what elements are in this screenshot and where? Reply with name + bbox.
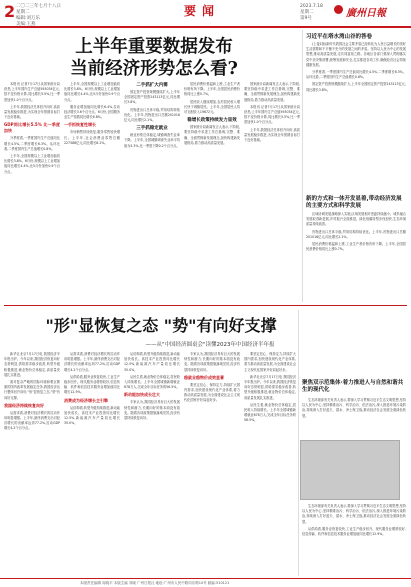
masthead-seal-icon	[334, 5, 343, 14]
article1-col-3: 二手抓扩大内需 固定资产投资规模继续扩大,上半年全国固定资产投资243113亿元,同比增长3.8%。 货物进出口总体平稳,贸易结构持续优化。上半年,货物进出口总额201016亿元,同比增长2.1%。 三手抓稳定就业 就业形势总体稳定,城镇调查失业率下降。上半年,全国城镇调查失业率平均值为5.3%,比一季度下降0.2个百分点。	[124, 83, 180, 148]
left-meta	[16, 4, 61, 28]
subhead-gdp: GDP同比增长5.5% 比一季度加快	[4, 122, 60, 134]
page-footer: 本版责任编辑 周晓平 本版主编 刘晓 广州日报社 地址:广州市人民中路同乐路10号 邮编:510121	[0, 578, 411, 587]
article2-subtitle: ——从"中国经济圆桌会"读懂2023年中国经济半年报	[145, 342, 275, 348]
meta-date: 二〇二三年七月十八日	[16, 4, 61, 9]
a2-subhead-1: 我国经济持续恢复向好	[4, 402, 44, 408]
article2-col-4: 专家认为,我国经济具有巨大的发展韧性和潜力,长期向好的基本面没有改变。随着各项政策措施落地见效,经济有望持续恢复向好。 稳就业稳物价成效显著 要坚定信心、保持定力,持续扩大国内需求,加快建设现代化产业体系,着力推动高质量发展,为全面建设社会主义现代化国家开好局起好步。	[184, 352, 240, 403]
sidebar1-body: (上接1版)新时代我国社会主要矛盾已经转化为人民日益增长的美好生活需要和不平衡不充分的发展之间的矛盾。坚持以人民为中心的发展思想,推动高质量发展,走共同富裕之路。各地区各部门要深入贯彻落实党中央决策部署,统筹发展和安全,扎实推进各项工作,确保经济社会持续健康发展。 分季度看,一季度国内生产总值同比增长4.5%,二季度增长6.3%。从环比看,二季度国内生产总值增长0.8%。 固定资产投资规模继续扩大,上半年全国固定资产投资243113亿元,同比增长3.8%。	[306, 42, 406, 92]
news-photo	[300, 440, 400, 500]
column-divider-2	[298, 310, 299, 576]
sidebar3-body-2: 生态环境部有关负责人表示,要深入学习贯彻习近平生态文明思想,坚持以人民为中心,坚持精准治污、科学治污、依法治污,深入推进环境污染防治,持续深入打好蓝天、碧水、净土保卫战,推动经济社会发展全面绿色转型。 从供给看,服务业恢复较快,工业生产稳步回升。现代服务业增势较好,信息传输、软件和信息技术服务业增加值同比增长12.9%。	[302, 504, 406, 537]
subhead-policy: 稳增长政策持续发力显效	[187, 118, 237, 124]
a2-subhead-4: 稳就业稳物价成效显著	[184, 374, 224, 380]
meta-issue: 第9号	[300, 16, 312, 21]
subhead-employment: 三手抓稳定就业	[136, 126, 168, 132]
masthead-logo: 廣州日報	[346, 8, 386, 19]
sidebar1-title: 习近平在塔水湾山谷的答卷	[306, 34, 373, 40]
article2-headline: "形"显恢复之态 "势"有向好支撑	[45, 316, 277, 335]
meta-date-num: 2023.7.18	[300, 4, 323, 9]
article2-col-1: 新华社北京7月17日电 我国经济半年报出炉。今年以来,我国经济恢复向好态势明显,供给需求稳步改善,转型升级积极推进,就业物价总体稳定,高质量发展扎实推进。 面对复杂严峻的国际环境和艰巨繁重的国内改革发展稳定任务,我国经济运行整体回升向好,"形"显恢复之态,"势"有向好支撑。 我国经济持续恢复向好 从需求看,消费对经济增长的拉动作用明显增强。上半年,最终消费支出对经济增长的贡献率达到77.2%,拉动GDP增长4.2个百分点。	[4, 352, 60, 431]
sidebar3-body: 生态环境部有关负责人表示,要深入学习贯彻习近平生态文明思想,坚持以人民为中心,坚持精准治污、科学治污、依法治污,深入推进环境污染防治,持续深入打好蓝天、碧水、净土保卫战,推动经济社会发展全面绿色转型。	[302, 398, 406, 418]
a2-subhead-2: 消费成为经济增长主引擎	[64, 397, 108, 403]
sidebar3-title: 聚焦双示范集体·着力推进人与自然和谐共生的现代化	[302, 380, 404, 393]
subhead-demand: 二手抓扩大内需	[136, 83, 168, 88]
subhead-recovery: 一手抓恢复性增长	[64, 122, 96, 128]
article2-col-5: 要坚定信心、保持定力,持续扩大国内需求,加快建设现代化产业体系,着力推动高质量发展,为全面建设社会主义现代化国家开好局起好步。 新华社北京7月17日电 我国经济半年报出炉。今年以来,我国经济恢复向好态势明显,供给需求稳步改善,转型升级积极推进,就业物价总体稳定,高质量发展扎实推进。 从民生看,就业物价总体稳定,居民收入持续增长。上半年全国城镇新增就业678万人,完成全年目标任务的56.5%。	[244, 352, 296, 423]
sidebar2-body: 区域协调发展战略深入实施,区域发展相对差距持续缩小。城乡融合发展取得新进展,乡村振兴全面推进。绿色低碳转型步伐加快,生态环境质量持续改善。 货物进出口总体平稳,贸易结构持续优化。上半年,货物进出口总额201016亿元,同比增长2.1%。 居民消费价格温和上涨,工业生产者价格有所下降。上半年,全国居民消费价格同比上涨0.7%。	[306, 212, 406, 252]
article1-col-5: 国家统计局新闻发言人表示,下阶段,要坚持稳中求进工作总基调,完整、准确、全面贯彻新发展理念,加快构建新发展格局,着力推动高质量发展。 本报讯 记者7月17日从国家统计局获悉,上半年国内生产总值593034亿元,按不变价格计算,同比增长5.5%,比一季度加快1.0个百分点。 上半年,我国经济总体回升向好,高质量发展稳步推进,为实现全年预期目标打下良好基础。	[244, 82, 300, 143]
a2-subhead-3: 新动能加快成长壮大	[124, 392, 160, 398]
right-meta	[300, 4, 323, 22]
headline-line1: 上半年重要数据发布	[75, 37, 233, 57]
meta-weekday-r: 星期二	[300, 10, 314, 15]
article1-col-2: 上半年,全国规模以上工业增加值同比增长3.8%。6月份,规模以上工业增加值同比增长4.4%,比5月份加快0.9个百分点。 服务业增加值同比增长6.4%,拉动经济增长3.6个百分点。6月份,全国服务业生产指数同比增长6.8%。 一手抓恢复性增长 市场销售持续恢复,服务零售较快增长。上半年,社会消费品零售总额227588亿元,同比增长8.2%。	[64, 82, 120, 145]
article1-col-4: 居民消费价格温和上涨,工业生产者价格有所下降。上半年,全国居民消费价格同比上涨0.7%。 居民收入继续增加,农村居民收入增长快于城镇居民。上半年,全国居民人均可支配收入19672元。 稳增长政策持续发力显效 国家统计局新闻发言人表示,下阶段,要坚持稳中求进工作总基调,完整、准确、全面贯彻新发展理念,加快构建新发展格局,着力推动高质量发展。	[184, 82, 240, 145]
page-header	[0, 0, 411, 28]
headline-line2: 当前经济形势怎么看?	[70, 59, 238, 79]
article1-col-1: 本报讯 记者7月17日从国家统计局获悉,上半年国内生产总值593034亿元,按不变价格计算,同比增长5.5%,比一季度加快1.0个百分点。 上半年,我国经济总体回升向好,高质量发展稳步推进,为实现全年预期目标打下良好基础。 GDP同比增长5.5% 比一季度加快 分季度看,一季度国内生产总值同比增长4.5%,二季度增长6.3%。从环比看,二季度国内生产总值增长0.8%。 上半年,全国规模以上工业增加值同比增长3.8%。6月份,规模以上工业增加值同比增长4.4%,比5月份加快0.9个百分点。	[4, 82, 60, 174]
meta-weekday: 星期二	[16, 10, 30, 15]
meta-editor: 编辑:刘万乐	[16, 16, 41, 21]
article1-headline	[34, 36, 274, 80]
section-title: 要闻	[184, 4, 221, 18]
page-number: 2	[4, 2, 16, 21]
section-separator	[4, 305, 407, 306]
article2-col-2: 从需求看,消费对经济增长的拉动作用明显增强。上半年,最终消费支出对经济增长的贡献率达到77.2%,拉动GDP增长4.2个百分点。 从供给看,服务业恢复较快,工业生产稳步回升。现代服务业增势较好,信息传输、软件和信息技术服务业增加值同比增长12.9%。 消费成为经济增长主引擎 从结构看,转型升级持续推进,新动能加快成长。高技术产业投资同比增长12.5%,新能源汽车产量同比增长35.0%。	[64, 352, 120, 426]
sidebar2-title: 新的方式和一体开发显着,带动经济发展的主要方式和科学发展	[306, 196, 402, 209]
meta-designer: 美编:王燕	[16, 22, 36, 27]
column-divider	[302, 30, 303, 302]
article2-col-3: 从结构看,转型升级持续推进,新动能加快成长。高技术产业投资同比增长12.5%,新能源汽车产量同比增长35.0%。 从民生看,就业物价总体稳定,居民收入持续增长。上半年全国城镇新增就业678万人,完成全年目标任务的56.5%。 新动能加快成长壮大 专家认为,我国经济具有巨大的发展韧性和潜力,长期向好的基本面没有改变。随着各项政策措施落地见效,经济有望持续恢复向好。	[124, 352, 180, 421]
